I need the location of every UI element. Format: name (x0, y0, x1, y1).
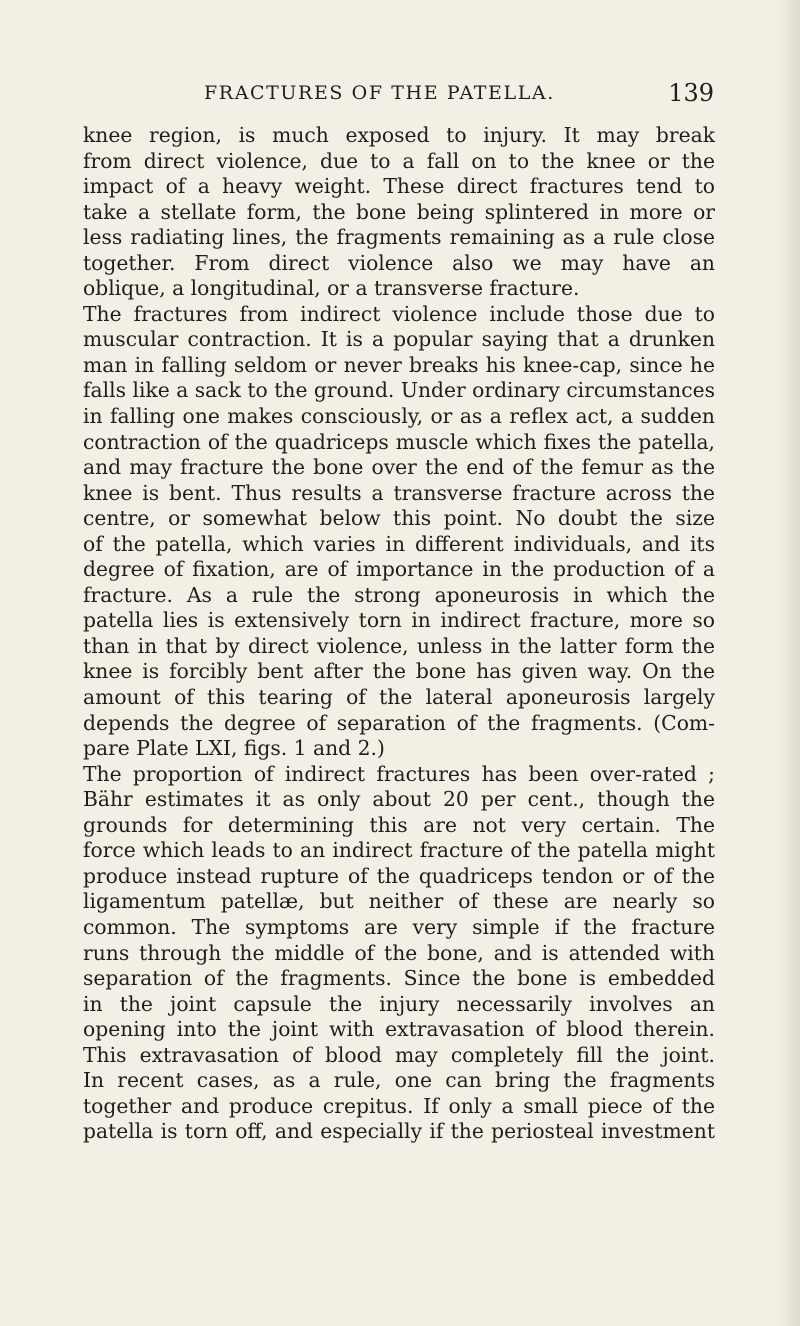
page-edge-shadow (778, 0, 800, 1326)
text-line: together. From direct violence also we may have an (83, 250, 715, 275)
text-line: muscular contraction. It is a popular saying that a drunken (83, 327, 715, 352)
text-line: falls like a sack to the ground. Under ordinary circumstances (83, 378, 715, 403)
text-line: contraction of the quadriceps muscle which fixes the patella, (83, 429, 715, 454)
text-line: and may fracture the bone over the end of the femur as the (83, 455, 715, 480)
text-line: Bähr estimates it as only about 20 per cent., though the (83, 787, 715, 812)
text-line: than in that by direct violence, unless in the latter form the (83, 633, 715, 658)
text-line: centre, or somewhat below this point. No doubt the size (83, 506, 715, 531)
text-line: The proportion of indirect fractures has been over-rated ; (83, 761, 715, 786)
body-text (83, 123, 715, 1145)
text-line: pare Plate LXI, figs. 1 and 2.) (83, 736, 385, 761)
text-line: grounds for determining this are not very certain. The (83, 812, 715, 837)
page-header (204, 79, 714, 112)
text-line: oblique, a longitudinal, or a transverse fracture. (83, 276, 580, 301)
text-line: from direct violence, due to a fall on to the knee or the (83, 148, 715, 173)
text-line: runs through the middle of the bone, and is attended with (83, 940, 715, 965)
text-line: patella is torn off, and especially if the periosteal investment (83, 1119, 715, 1144)
text-line: This extravasation of blood may completely fill the joint. (83, 1042, 715, 1067)
page-number: 139 (668, 79, 714, 107)
text-line: take a stellate form, the bone being splintered in more or (83, 199, 715, 224)
text-line: fracture. As a rule the strong aponeurosis in which the (83, 582, 715, 607)
text-line: in the joint capsule the injury necessarily involves an (83, 991, 715, 1016)
text-line: The fractures from indirect violence include those due to (83, 301, 715, 326)
text-line: opening into the joint with extravasation of blood therein. (83, 1017, 715, 1042)
text-line: man in falling seldom or never breaks his knee-cap, since he (83, 352, 715, 377)
text-line: less radiating lines, the fragments remaining as a rule close (83, 225, 715, 250)
text-line: produce instead rupture of the quadriceps tendon or of the (83, 863, 715, 888)
text-line: together and produce crepitus. If only a small piece of the (83, 1093, 715, 1118)
text-line: of the patella, which varies in different individuals, and its (83, 531, 715, 556)
text-line: knee is forcibly bent after the bone has given way. On the (83, 659, 715, 684)
text-line: in falling one makes consciously, or as a reflex act, a sudden (83, 404, 715, 429)
text-line: In recent cases, as a rule, one can bring the fragments (83, 1068, 715, 1093)
text-line: force which leads to an indirect fracture of the patella might (83, 838, 715, 863)
text-line: degree of fixation, are of importance in the production of a (83, 557, 715, 582)
text-line: depends the degree of separation of the fragments. (Com- (83, 710, 715, 735)
text-line: knee region, is much exposed to injury. It may break (83, 123, 715, 147)
text-line: separation of the fragments. Since the bone is embedded (83, 966, 715, 991)
text-line: impact of a heavy weight. These direct fractures tend to (83, 174, 715, 199)
text-line: knee is bent. Thus results a transverse fracture across the (83, 480, 715, 505)
text-line: ligamentum patellæ, but neither of these are nearly so (83, 889, 715, 914)
text-line: patella lies is extensively torn in indirect fracture, more so (83, 608, 715, 633)
running-title: FRACTURES OF THE PATELLA. (204, 82, 555, 104)
text-line: common. The symptoms are very simple if the fracture (83, 914, 715, 939)
text-line: amount of this tearing of the lateral aponeurosis largely (83, 685, 715, 710)
